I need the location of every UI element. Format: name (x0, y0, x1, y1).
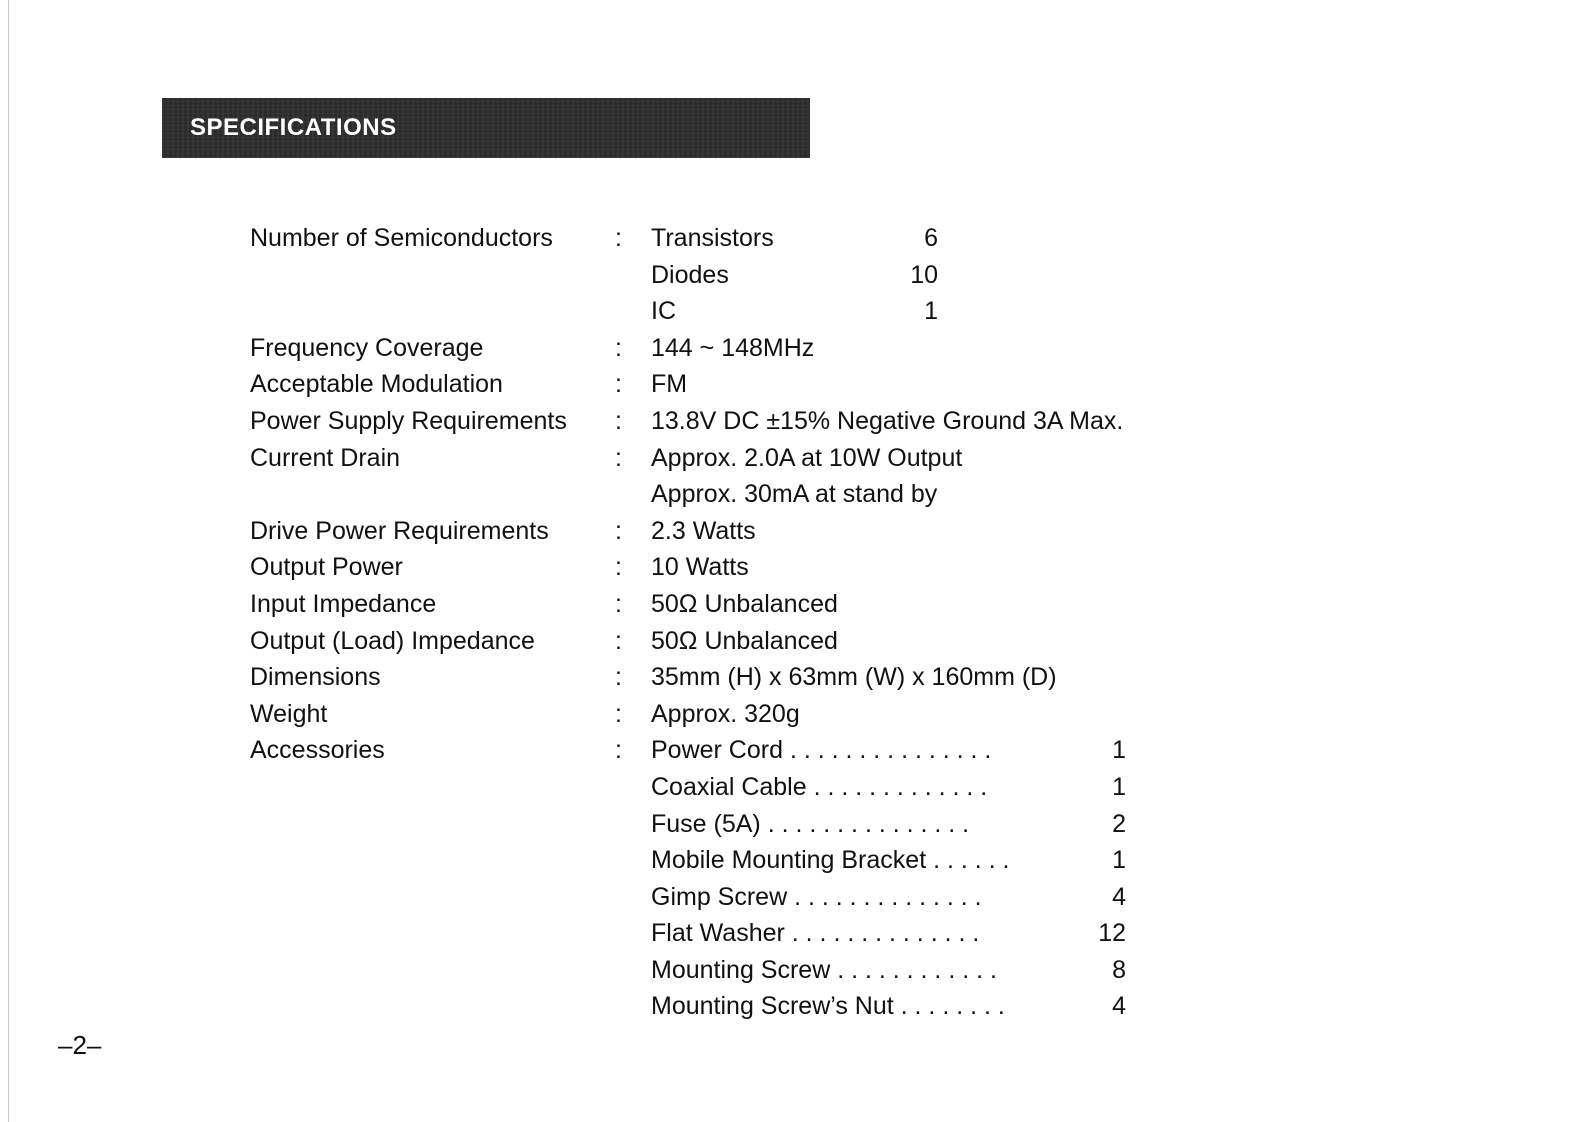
spec-row-frequency (250, 330, 1250, 367)
accessory-count: 2 (1112, 809, 1126, 838)
spec-value: 35mm (H) x 63mm (W) x 160mm (D) (651, 663, 1057, 692)
spec-list (250, 220, 1250, 1025)
accessory-row (250, 842, 1250, 879)
spec-colon: : (615, 736, 622, 765)
accessory-name: Mounting Screw’s Nut . . . . . . . . (651, 992, 1005, 1021)
spec-value: Approx. 30mA at stand by (651, 480, 938, 509)
spec-colon: : (615, 224, 622, 252)
spec-label: Number of Semiconductors (250, 224, 553, 252)
semiconductor-count: 10 (910, 260, 938, 289)
spec-row-semiconductors-sub (250, 257, 1250, 294)
accessory-name: Mobile Mounting Bracket . . . . . . (651, 846, 1010, 875)
spec-row-current-drain-standby (250, 476, 1250, 513)
spec-value: Approx. 2.0A at 10W Output (651, 443, 963, 472)
spec-row-accessories (250, 732, 1250, 769)
accessory-name: Mounting Screw . . . . . . . . . . . . (651, 955, 997, 984)
accessory-count: 12 (1098, 919, 1126, 948)
spec-label: Power Supply Requirements (250, 406, 567, 435)
semiconductor-name: Transistors (651, 224, 774, 252)
accessory-count: 8 (1112, 955, 1126, 984)
accessory-name: Power Cord . . . . . . . . . . . . . . . (651, 736, 992, 765)
spec-label: Current Drain (250, 443, 401, 472)
spec-value: Approx. 320g (651, 699, 800, 728)
section-title: SPECIFICATIONS (190, 114, 397, 141)
spec-row-input-impedance (250, 586, 1250, 623)
accessory-count: 1 (1112, 772, 1126, 801)
accessory-name: Gimp Screw . . . . . . . . . . . . . . (651, 882, 982, 911)
spec-value: 13.8V DC ±15% Negative Ground 3A Max. (651, 406, 1124, 435)
spec-colon: : (615, 333, 622, 362)
accessory-row (250, 806, 1250, 843)
spec-row-dimensions (250, 659, 1250, 696)
spec-colon: : (615, 406, 622, 435)
page-number: –2– (58, 1030, 102, 1060)
spec-value: 50Ω Unbalanced (651, 589, 838, 618)
spec-value: 10 Watts (651, 553, 749, 582)
semiconductor-count: 1 (924, 297, 938, 326)
spec-value: 2.3 Watts (651, 516, 756, 545)
accessory-count: 1 (1112, 736, 1126, 765)
spec-colon: : (615, 663, 622, 692)
accessory-count: 1 (1112, 846, 1126, 875)
spec-row-weight (250, 696, 1250, 733)
spec-row-output-power (250, 549, 1250, 586)
spec-colon: : (615, 553, 622, 582)
accessory-row (250, 952, 1250, 989)
page-edge-line (8, 0, 9, 1122)
spec-row-semiconductors (250, 220, 1250, 257)
semiconductor-count: 6 (924, 224, 938, 252)
spec-row-modulation (250, 366, 1250, 403)
spec-label: Output (Load) Impedance (250, 626, 535, 655)
semiconductor-name: IC (651, 297, 676, 326)
accessory-name: Coaxial Cable . . . . . . . . . . . . . (651, 772, 988, 801)
accessory-name: Flat Washer . . . . . . . . . . . . . . (651, 919, 980, 948)
semiconductor-name: Diodes (651, 260, 729, 289)
spec-colon: : (615, 370, 622, 399)
spec-label: Frequency Coverage (250, 333, 484, 362)
accessory-row (250, 915, 1250, 952)
accessory-name: Fuse (5A) . . . . . . . . . . . . . . . (651, 809, 970, 838)
spec-value: 50Ω Unbalanced (651, 626, 838, 655)
spec-row-semiconductors-sub (250, 293, 1250, 330)
spec-colon: : (615, 443, 622, 472)
spec-colon: : (615, 516, 622, 545)
spec-label: Output Power (250, 553, 403, 582)
spec-label: Drive Power Requirements (250, 516, 549, 545)
accessory-count: 4 (1112, 992, 1126, 1021)
accessory-row (250, 769, 1250, 806)
spec-label: Input Impedance (250, 589, 437, 618)
accessory-row (250, 879, 1250, 916)
spec-label: Accessories (250, 736, 385, 765)
section-header (162, 98, 810, 158)
spec-colon: : (615, 589, 622, 618)
spec-row-drive-power (250, 513, 1250, 550)
spec-value: 144 ~ 148MHz (651, 333, 815, 362)
accessory-count: 4 (1112, 882, 1126, 911)
spec-label: Dimensions (250, 663, 381, 692)
spec-row-current-drain (250, 440, 1250, 477)
spec-colon: : (615, 626, 622, 655)
spec-label: Acceptable Modulation (250, 370, 503, 399)
spec-label: Weight (250, 699, 328, 728)
spec-row-power-supply (250, 403, 1250, 440)
accessory-row (250, 988, 1250, 1025)
spec-value: FM (651, 370, 688, 399)
spec-row-output-impedance (250, 623, 1250, 660)
spec-colon: : (615, 699, 622, 728)
